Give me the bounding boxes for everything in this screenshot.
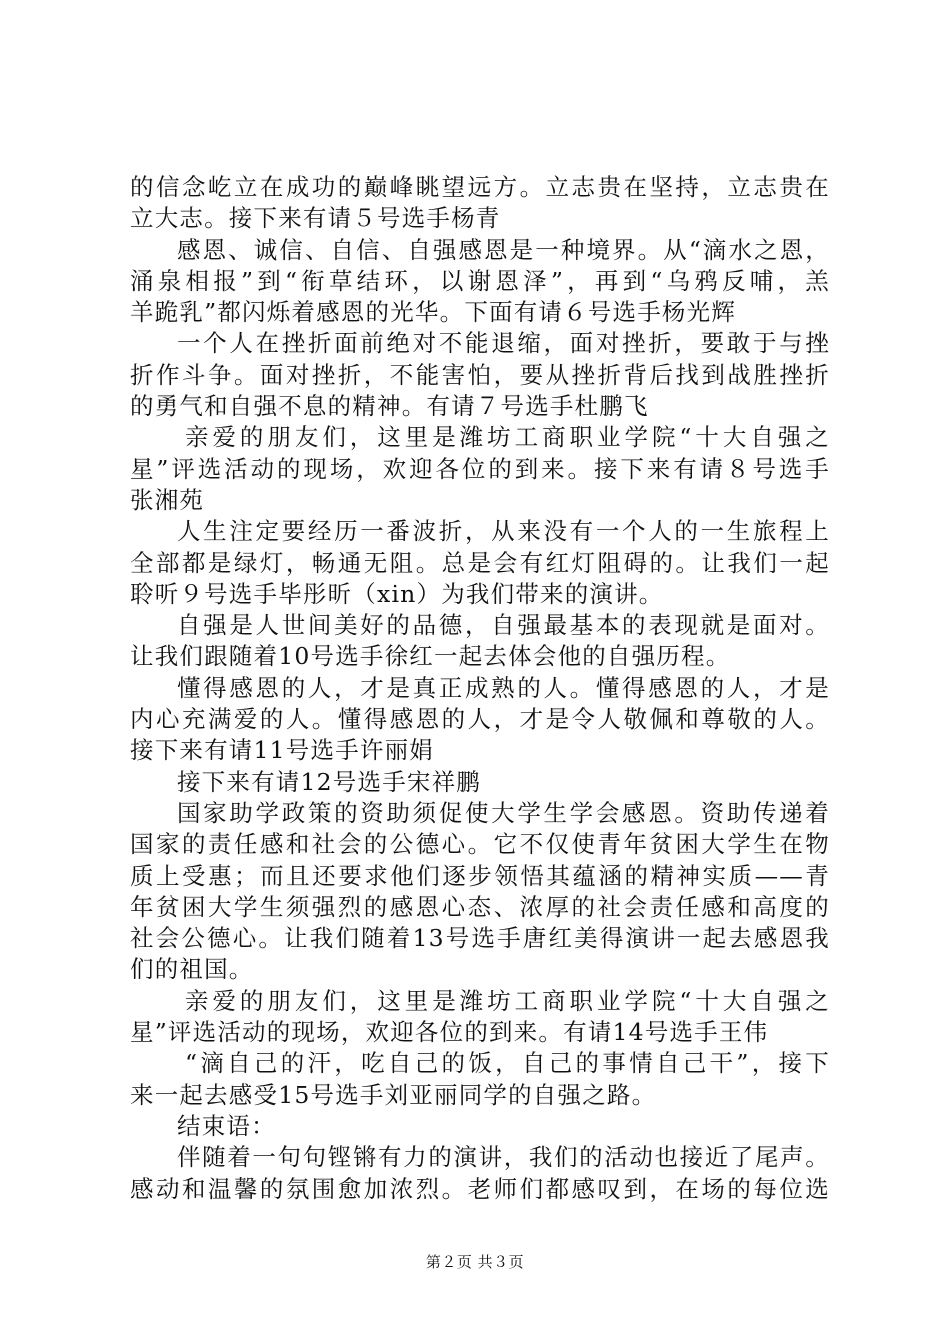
text-line: 聆听９号选手毕彤昕（xin）为我们带来的演讲。: [130, 579, 664, 608]
text-line: 张湘苑: [130, 485, 205, 514]
text-line: 折作斗争。面对挫折，不能害怕，要从挫折背后找到战胜挫折: [130, 360, 830, 389]
text-line: 立大志。接下来有请５号选手杨青: [130, 204, 501, 233]
paragraph-start: 一个人在挫折面前绝对不能退缩，面对挫折，要敢于与挫: [177, 329, 830, 358]
text-line: 质上受惠；而且还要求他们逐步领悟其蕴涵的精神实质——青: [130, 861, 830, 890]
text-line: 涌泉相报”到“衔草结环，以谢恩泽”，再到“乌鸦反哺，羔: [130, 266, 830, 295]
text-line: 的信念屹立在成功的巅峰眺望远方。立志贵在坚持，立志贵在: [130, 173, 830, 201]
text-line: 来一起去感受15号选手刘亚丽同学的自强之路。: [130, 1080, 657, 1109]
closing-heading: 结束语：: [177, 1111, 276, 1140]
paragraph-start: 感恩、诚信、自信、自强感恩是一种境界。从“滴水之恩，: [177, 235, 830, 264]
paragraph-start: 懂得感恩的人，才是真正成熟的人。懂得感恩的人，才是: [177, 673, 830, 702]
page-number: 第２页 共３页: [425, 1253, 525, 1271]
text-line: 社会公德心。让我们随着13号选手唐红美得演讲一起去感恩我: [130, 924, 830, 953]
paragraph-start: 亲爱的朋友们，这里是潍坊工商职业学院“十大自强之: [185, 986, 830, 1015]
paragraph-start: 接下来有请12号选手宋祥鹏: [177, 767, 482, 796]
text-line: 的勇气和自强不息的精神。有请７号选手杜鹏飞: [130, 392, 649, 421]
text-line: 国家的责任感和社会的公德心。它不仅使青年贫困大学生在物: [130, 830, 830, 859]
text-line: 羊跪乳”都闪烁着感恩的光华。下面有请６号选手杨光辉: [130, 298, 737, 327]
text-line: 们的祖国。: [130, 955, 254, 984]
text-line: 感动和温馨的氛围愈加浓烈。老师们都感叹到，在场的每位选: [130, 1174, 830, 1203]
paragraph-start: 国家助学政策的资助须促使大学生学会感恩。资助传递着: [177, 798, 830, 827]
paragraph-start: “滴自己的汗，吃自己的饭，自己的事情自己干”，接下: [185, 1049, 830, 1078]
body-text: [130, 172, 830, 1205]
paragraph-start: 人生注定要经历一番波折，从来没有一个人的一生旅程上: [177, 517, 830, 546]
text-line: 让我们跟随着10号选手徐红一起去体会他的自强历程。: [130, 642, 731, 671]
paragraph-start: 亲爱的朋友们，这里是潍坊工商职业学院“十大自强之: [185, 423, 830, 452]
text-line: 全部都是绿灯，畅通无阻。总是会有红灯阻碍的。让我们一起: [130, 548, 830, 577]
text-line: 内心充满爱的人。懂得感恩的人，才是令人敬佩和尊敬的人。: [130, 705, 830, 734]
paragraph-start: 伴随着一句句铿锵有力的演讲，我们的活动也接近了尾声。: [177, 1143, 830, 1172]
text-line: 星”评选活动的现场，欢迎各位的到来。有请14号选手王伟: [130, 1018, 769, 1047]
text-line: 年贫困大学生须强烈的感恩心态、浓厚的社会责任感和高度的: [130, 892, 830, 921]
text-line: 星”评选活动的现场，欢迎各位的到来。接下来有请８号选手: [130, 454, 830, 483]
text-line: 接下来有请11号选手许丽娟: [130, 736, 435, 765]
paragraph-start: 自强是人世间美好的品德，自强最基本的表现就是面对。: [177, 611, 830, 640]
